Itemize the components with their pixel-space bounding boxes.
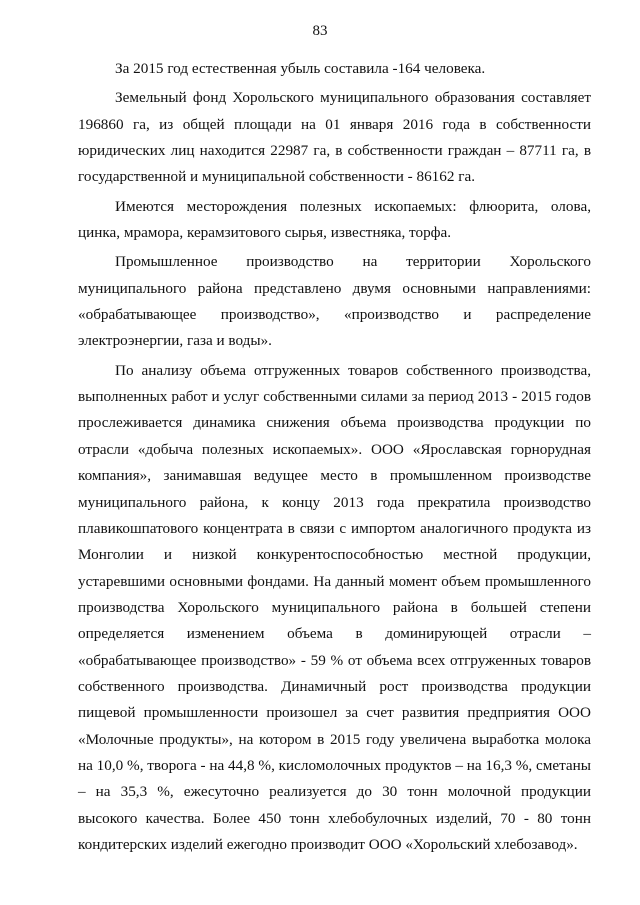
paragraph-land-fund: Земельный фонд Хорольского муниципального образования составляет 196860 га, из общей площади на 01 января 2016 года в собственности юридических лиц находится 22987 га, в собственности граждан – 87711 га, в государственной и муниципальной собственности - 86162 га. bbox=[78, 89, 591, 186]
page-number: 83 bbox=[312, 23, 328, 39]
paragraph-natural-decline: За 2015 год естественная убыль составила -164 человека. bbox=[115, 60, 486, 77]
document-body bbox=[78, 56, 591, 858]
paragraph-production-analysis: По анализу объема отгруженных товаров собственного производства, выполненных работ и услуг собственными силами за период 2013 - 2015 годов прослеживается динамика снижения объема производства продукции по отрасли «добыча полезных ископаемых». ООО «Ярославская горнорудная компания», занимавшая ведущее место в промышленном производстве муниципального района, к концу 2013 года прекратила производство плавикошпатового концентрата в связи с импортом аналогичного продукта из Монголии и низкой конкурентоспособностью местной продукции, устаревшими основными фондами. На данный момент объем промышленного производства Хорольского муниципального района в большей степени определяется изменением объема в доминирующей отрасли – «обрабатывающее производство» - 59 % от объема всех отгруженных товаров собственного производства. Динамичный рост производства продукции пищевой промышленности произошел за счет развития предприятия ООО «Молочные продукты», на котором в 2015 году увеличена выработка молока на 10,0 %, творога - на 44,8 %, кисломолочных продуктов – на 16,3 %, сметаны – на 35,3 %, ежесуточно реализуется до 30 тонн молочной продукции высокого качества. Более 450 тонн хлебобулочных изделий, 70 - 80 тонн кондитерских изделий ежегодно производит ООО «Хорольский хлебозавод». bbox=[78, 361, 591, 853]
paragraph-mineral-deposits: Имеются месторождения полезных ископаемых: флюорита, олова, цинка, мрамора, керамзитового сырья, известняка, торфа. bbox=[78, 197, 591, 242]
paragraph-industrial-production: Промышленное производство на территории Хорольского муниципального района представлено двумя основными направлениями: «обрабатывающее производство», «производство и распределение электроэнергии, газа и воды». bbox=[78, 253, 591, 350]
